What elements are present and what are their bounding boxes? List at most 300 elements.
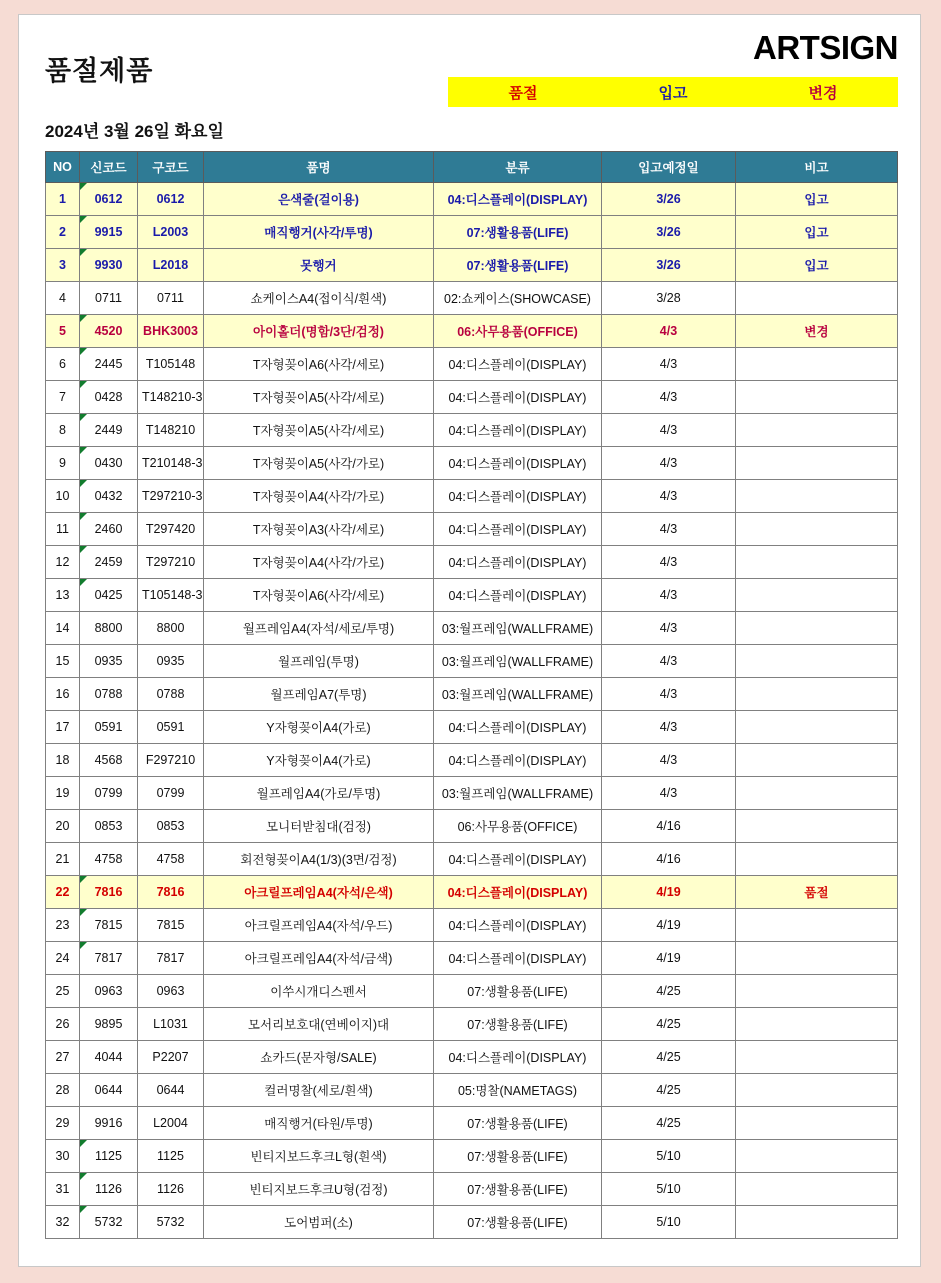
- cell-no: 29: [46, 1107, 80, 1140]
- cell-no: 32: [46, 1206, 80, 1239]
- cell-note: [736, 282, 898, 315]
- cell-product-name: T자형꽂이A4(사각/가로): [204, 546, 434, 579]
- cell-new-code: [80, 447, 138, 480]
- cell-old-code: F297210: [138, 744, 204, 777]
- table-row: [46, 249, 898, 282]
- cell-no: 5: [46, 315, 80, 348]
- cell-old-code: T105148: [138, 348, 204, 381]
- cell-eta: 5/10: [602, 1206, 736, 1239]
- table-row: [46, 612, 898, 645]
- cell-note: [736, 447, 898, 480]
- column-header-new-code: 신코드: [80, 152, 138, 183]
- cell-note: [736, 1008, 898, 1041]
- cell-note: [736, 1206, 898, 1239]
- cell-note: [736, 810, 898, 843]
- cell-marker-icon: [80, 381, 87, 388]
- cell-product-name: T자형꽂이A5(사각/가로): [204, 447, 434, 480]
- cell-category: 04:디스플레이(DISPLAY): [434, 876, 602, 909]
- cell-eta: 4/16: [602, 810, 736, 843]
- cell-eta: 3/28: [602, 282, 736, 315]
- cell-category: 03:월프레임(WALLFRAME): [434, 777, 602, 810]
- cell-new-code: [80, 480, 138, 513]
- cell-marker-icon: [80, 249, 87, 256]
- cell-new-code-text: 9930: [94, 258, 123, 272]
- cell-eta: 4/25: [602, 975, 736, 1008]
- cell-new-code: 0963: [80, 975, 138, 1008]
- table-row: [46, 546, 898, 579]
- cell-category: 04:디스플레이(DISPLAY): [434, 546, 602, 579]
- cell-old-code: 5732: [138, 1206, 204, 1239]
- table-row: [46, 414, 898, 447]
- cell-note: [736, 843, 898, 876]
- cell-old-code: T148210-3: [138, 381, 204, 414]
- cell-new-code: [80, 249, 138, 282]
- cell-old-code: T210148-3: [138, 447, 204, 480]
- cell-new-code-text: 2449: [94, 423, 123, 437]
- cell-old-code: 7817: [138, 942, 204, 975]
- cell-no: 16: [46, 678, 80, 711]
- cell-note: 입고: [736, 249, 898, 282]
- cell-eta: 4/3: [602, 513, 736, 546]
- cell-no: 3: [46, 249, 80, 282]
- table-row: [46, 1206, 898, 1239]
- cell-eta: 4/3: [602, 678, 736, 711]
- cell-category: 07:생활용품(LIFE): [434, 1008, 602, 1041]
- cell-old-code: 0935: [138, 645, 204, 678]
- cell-category: 04:디스플레이(DISPLAY): [434, 183, 602, 216]
- cell-category: 04:디스플레이(DISPLAY): [434, 942, 602, 975]
- cell-old-code: T105148-3: [138, 579, 204, 612]
- cell-note: 변경: [736, 315, 898, 348]
- cell-category: 03:월프레임(WALLFRAME): [434, 612, 602, 645]
- table-row: [46, 1140, 898, 1173]
- cell-marker-icon: [80, 315, 87, 322]
- legend-item-changed: 변경: [808, 84, 838, 102]
- cell-old-code: 4758: [138, 843, 204, 876]
- cell-marker-icon: [80, 216, 87, 223]
- cell-product-name: 못행거: [204, 249, 434, 282]
- cell-new-code-text: 0432: [94, 489, 123, 503]
- table-row: [46, 678, 898, 711]
- cell-old-code: 0591: [138, 711, 204, 744]
- cell-no: 2: [46, 216, 80, 249]
- cell-no: 8: [46, 414, 80, 447]
- cell-new-code-text: 0428: [94, 390, 123, 404]
- cell-category: 07:생활용품(LIFE): [434, 1206, 602, 1239]
- cell-note: [736, 909, 898, 942]
- cell-eta: 4/3: [602, 447, 736, 480]
- cell-new-code: 8800: [80, 612, 138, 645]
- cell-marker-icon: [80, 1173, 87, 1180]
- cell-eta: 4/3: [602, 315, 736, 348]
- cell-new-code-text: 7816: [94, 885, 123, 899]
- cell-new-code: 0711: [80, 282, 138, 315]
- cell-eta: 4/3: [602, 381, 736, 414]
- cell-product-name: 아크릴프레임A4(자석/우드): [204, 909, 434, 942]
- cell-no: 15: [46, 645, 80, 678]
- cell-old-code: 0711: [138, 282, 204, 315]
- table-row: [46, 942, 898, 975]
- table-row: [46, 348, 898, 381]
- cell-old-code: 1126: [138, 1173, 204, 1206]
- cell-old-code: BHK3003: [138, 315, 204, 348]
- cell-no: 14: [46, 612, 80, 645]
- cell-no: 10: [46, 480, 80, 513]
- cell-eta: 4/3: [602, 645, 736, 678]
- cell-old-code: 0788: [138, 678, 204, 711]
- cell-new-code: [80, 1140, 138, 1173]
- cell-no: 28: [46, 1074, 80, 1107]
- cell-category: 04:디스플레이(DISPLAY): [434, 480, 602, 513]
- cell-note: [736, 1074, 898, 1107]
- cell-note: [736, 1140, 898, 1173]
- cell-note: 입고: [736, 216, 898, 249]
- table-row: [46, 315, 898, 348]
- table-row: [46, 1074, 898, 1107]
- cell-marker-icon: [80, 579, 87, 586]
- table-row: [46, 1173, 898, 1206]
- cell-new-code: 9916: [80, 1107, 138, 1140]
- cell-no: 12: [46, 546, 80, 579]
- cell-old-code: 1125: [138, 1140, 204, 1173]
- cell-product-name: 회전형꽂이A4(1/3)(3면/검정): [204, 843, 434, 876]
- cell-eta: 4/19: [602, 909, 736, 942]
- cell-no: 31: [46, 1173, 80, 1206]
- cell-eta: 4/3: [602, 777, 736, 810]
- cell-marker-icon: [80, 513, 87, 520]
- cell-product-name: 아이홀더(명함/3단/검정): [204, 315, 434, 348]
- cell-product-name: 빈티지보드후크L형(흰색): [204, 1140, 434, 1173]
- table-row: [46, 843, 898, 876]
- table-row: [46, 1107, 898, 1140]
- cell-marker-icon: [80, 480, 87, 487]
- cell-eta: 4/3: [602, 612, 736, 645]
- cell-old-code: T297210-3: [138, 480, 204, 513]
- cell-category: 07:생활용품(LIFE): [434, 1140, 602, 1173]
- cell-note: [736, 1041, 898, 1074]
- table-row: [46, 579, 898, 612]
- document-header: [19, 15, 920, 141]
- cell-product-name: 아크릴프레임A4(자석/금색): [204, 942, 434, 975]
- cell-product-name: 도어범퍼(소): [204, 1206, 434, 1239]
- cell-new-code: 9895: [80, 1008, 138, 1041]
- table-row: [46, 777, 898, 810]
- cell-new-code-text: 0430: [94, 456, 123, 470]
- cell-new-code-text: 4520: [94, 324, 123, 338]
- table-row: [46, 282, 898, 315]
- legend-item-soldout: 품절: [508, 84, 538, 102]
- cell-marker-icon: [80, 348, 87, 355]
- cell-marker-icon: [80, 876, 87, 883]
- cell-no: 25: [46, 975, 80, 1008]
- legend-item-instock: 입고: [658, 84, 688, 102]
- cell-note: [736, 975, 898, 1008]
- cell-product-name: 쇼카드(문자형/SALE): [204, 1041, 434, 1074]
- cell-category: 04:디스플레이(DISPLAY): [434, 711, 602, 744]
- cell-new-code: 0853: [80, 810, 138, 843]
- cell-new-code-text: 1125: [95, 1149, 122, 1163]
- cell-product-name: T자형꽂이A5(사각/세로): [204, 381, 434, 414]
- cell-category: 05:명찰(NAMETAGS): [434, 1074, 602, 1107]
- cell-no: 6: [46, 348, 80, 381]
- table-row: [46, 909, 898, 942]
- cell-product-name: 쇼케이스A4(접이식/흰색): [204, 282, 434, 315]
- cell-old-code: L2003: [138, 216, 204, 249]
- cell-new-code: 0935: [80, 645, 138, 678]
- table-row: [46, 744, 898, 777]
- column-header-old-code: 구코드: [138, 152, 204, 183]
- cell-category: 06:사무용품(OFFICE): [434, 315, 602, 348]
- cell-no: 11: [46, 513, 80, 546]
- table-row: [46, 513, 898, 546]
- cell-product-name: T자형꽂이A3(사각/세로): [204, 513, 434, 546]
- table-row: [46, 480, 898, 513]
- cell-category: 04:디스플레이(DISPLAY): [434, 447, 602, 480]
- cell-note: [736, 546, 898, 579]
- cell-note: [736, 942, 898, 975]
- cell-no: 13: [46, 579, 80, 612]
- cell-marker-icon: [80, 942, 87, 949]
- cell-marker-icon: [80, 183, 87, 190]
- cell-product-name: 빈티지보드후크U형(검정): [204, 1173, 434, 1206]
- cell-category: 04:디스플레이(DISPLAY): [434, 414, 602, 447]
- status-legend: [448, 77, 898, 107]
- cell-eta: 3/26: [602, 183, 736, 216]
- cell-no: 23: [46, 909, 80, 942]
- cell-eta: 3/26: [602, 249, 736, 282]
- cell-old-code: L2004: [138, 1107, 204, 1140]
- cell-no: 1: [46, 183, 80, 216]
- cell-product-name: T자형꽂이A6(사각/세로): [204, 579, 434, 612]
- column-header-category: 분류: [434, 152, 602, 183]
- cell-new-code-text: 7815: [94, 918, 123, 932]
- cell-eta: 4/3: [602, 579, 736, 612]
- cell-new-code: [80, 579, 138, 612]
- cell-category: 07:생활용품(LIFE): [434, 249, 602, 282]
- cell-eta: 4/25: [602, 1107, 736, 1140]
- cell-new-code-text: 7817: [94, 951, 123, 965]
- column-header-note: 비고: [736, 152, 898, 183]
- cell-category: 07:생활용품(LIFE): [434, 216, 602, 249]
- table-row: [46, 183, 898, 216]
- cell-old-code: L2018: [138, 249, 204, 282]
- cell-old-code: 0612: [138, 183, 204, 216]
- cell-category: 04:디스플레이(DISPLAY): [434, 744, 602, 777]
- page-title: 품절제품: [45, 56, 154, 86]
- cell-category: 07:생활용품(LIFE): [434, 1107, 602, 1140]
- cell-new-code: [80, 1173, 138, 1206]
- cell-marker-icon: [80, 447, 87, 454]
- cell-old-code: P2207: [138, 1041, 204, 1074]
- cell-category: 04:디스플레이(DISPLAY): [434, 1041, 602, 1074]
- table-row: [46, 876, 898, 909]
- cell-old-code: T297210: [138, 546, 204, 579]
- cell-no: 4: [46, 282, 80, 315]
- cell-new-code: 0591: [80, 711, 138, 744]
- cell-new-code-text: 0425: [94, 588, 123, 602]
- cell-note: [736, 579, 898, 612]
- cell-old-code: L1031: [138, 1008, 204, 1041]
- cell-marker-icon: [80, 909, 87, 916]
- cell-eta: 4/3: [602, 348, 736, 381]
- cell-new-code-text: 2460: [94, 522, 123, 536]
- cell-no: 30: [46, 1140, 80, 1173]
- cell-product-name: 은색줄(걸이용): [204, 183, 434, 216]
- cell-new-code-text: 0612: [94, 192, 123, 206]
- cell-product-name: T자형꽂이A4(사각/가로): [204, 480, 434, 513]
- cell-product-name: 아크릴프레임A4(자석/은색): [204, 876, 434, 909]
- cell-eta: 4/16: [602, 843, 736, 876]
- cell-marker-icon: [80, 414, 87, 421]
- cell-category: 03:월프레임(WALLFRAME): [434, 645, 602, 678]
- cell-product-name: 컬러명찰(세로/흰색): [204, 1074, 434, 1107]
- cell-no: 27: [46, 1041, 80, 1074]
- cell-old-code: 0853: [138, 810, 204, 843]
- cell-marker-icon: [80, 1140, 87, 1147]
- cell-new-code: 0644: [80, 1074, 138, 1107]
- cell-new-code: [80, 513, 138, 546]
- cell-product-name: 월프레임A4(가로/투명): [204, 777, 434, 810]
- cell-product-name: Y자형꽂이A4(가로): [204, 744, 434, 777]
- cell-note: [736, 381, 898, 414]
- cell-eta: 4/25: [602, 1041, 736, 1074]
- cell-note: [736, 645, 898, 678]
- table-row: [46, 216, 898, 249]
- cell-note: [736, 777, 898, 810]
- cell-category: 07:생활용품(LIFE): [434, 975, 602, 1008]
- cell-note: [736, 612, 898, 645]
- cell-no: 18: [46, 744, 80, 777]
- cell-category: 06:사무용품(OFFICE): [434, 810, 602, 843]
- cell-old-code: 0963: [138, 975, 204, 1008]
- cell-product-name: 월프레임A7(투명): [204, 678, 434, 711]
- cell-no: 24: [46, 942, 80, 975]
- table-row: [46, 447, 898, 480]
- cell-new-code: [80, 546, 138, 579]
- cell-note: [736, 480, 898, 513]
- column-header-product-name: 품명: [204, 152, 434, 183]
- cell-new-code: 4758: [80, 843, 138, 876]
- cell-no: 22: [46, 876, 80, 909]
- cell-no: 20: [46, 810, 80, 843]
- document-page: [18, 14, 921, 1267]
- cell-new-code-text: 9915: [94, 225, 123, 239]
- column-header-eta: 입고예정일: [602, 152, 736, 183]
- cell-new-code: [80, 348, 138, 381]
- table-row: [46, 711, 898, 744]
- cell-note: [736, 513, 898, 546]
- document-date: 2024년 3월 26일 화요일: [45, 122, 224, 141]
- cell-new-code: 4044: [80, 1041, 138, 1074]
- cell-marker-icon: [80, 546, 87, 553]
- cell-marker-icon: [80, 1206, 87, 1213]
- cell-eta: 5/10: [602, 1173, 736, 1206]
- company-logo: ARTSIGN: [753, 29, 898, 66]
- cell-old-code: 8800: [138, 612, 204, 645]
- cell-old-code: T297420: [138, 513, 204, 546]
- cell-product-name: Y자형꽂이A4(가로): [204, 711, 434, 744]
- cell-new-code-text: 2459: [94, 555, 123, 569]
- table-row: [46, 975, 898, 1008]
- cell-eta: 4/3: [602, 546, 736, 579]
- cell-new-code: [80, 909, 138, 942]
- cell-note: 품절: [736, 876, 898, 909]
- cell-no: 19: [46, 777, 80, 810]
- cell-eta: 4/3: [602, 414, 736, 447]
- cell-new-code-text: 2445: [94, 357, 123, 371]
- cell-product-name: 이쑤시개디스펜서: [204, 975, 434, 1008]
- table-row: [46, 645, 898, 678]
- cell-new-code: [80, 381, 138, 414]
- cell-category: 07:생활용품(LIFE): [434, 1173, 602, 1206]
- cell-product-name: 모서리보호대(연베이지)대: [204, 1008, 434, 1041]
- table-row: [46, 381, 898, 414]
- cell-new-code-text: 1126: [95, 1182, 122, 1196]
- cell-product-name: 매직행거(사각/투명): [204, 216, 434, 249]
- cell-eta: 4/25: [602, 1008, 736, 1041]
- cell-eta: 4/25: [602, 1074, 736, 1107]
- cell-category: 04:디스플레이(DISPLAY): [434, 513, 602, 546]
- cell-note: [736, 414, 898, 447]
- cell-category: 02:쇼케이스(SHOWCASE): [434, 282, 602, 315]
- cell-new-code: [80, 216, 138, 249]
- cell-new-code: 4568: [80, 744, 138, 777]
- table-row: [46, 1008, 898, 1041]
- cell-eta: 4/3: [602, 711, 736, 744]
- cell-note: [736, 1107, 898, 1140]
- cell-no: 9: [46, 447, 80, 480]
- cell-new-code: [80, 876, 138, 909]
- table-row: [46, 1041, 898, 1074]
- cell-product-name: T자형꽂이A5(사각/세로): [204, 414, 434, 447]
- cell-product-name: 매직행거(타원/투명): [204, 1107, 434, 1140]
- cell-category: 04:디스플레이(DISPLAY): [434, 381, 602, 414]
- cell-product-name: 월프레임(투명): [204, 645, 434, 678]
- cell-no: 21: [46, 843, 80, 876]
- cell-new-code: [80, 183, 138, 216]
- cell-note: [736, 711, 898, 744]
- cell-category: 04:디스플레이(DISPLAY): [434, 843, 602, 876]
- cell-new-code: 0799: [80, 777, 138, 810]
- cell-eta: 5/10: [602, 1140, 736, 1173]
- cell-category: 04:디스플레이(DISPLAY): [434, 348, 602, 381]
- cell-no: 17: [46, 711, 80, 744]
- cell-old-code: 7815: [138, 909, 204, 942]
- cell-eta: 4/19: [602, 876, 736, 909]
- cell-new-code: [80, 1206, 138, 1239]
- cell-eta: 4/3: [602, 744, 736, 777]
- cell-category: 04:디스플레이(DISPLAY): [434, 579, 602, 612]
- cell-product-name: 모니터받침대(검정): [204, 810, 434, 843]
- table-header-row: [46, 152, 898, 183]
- cell-eta: 4/19: [602, 942, 736, 975]
- column-header-no: NO: [46, 152, 80, 183]
- cell-no: 7: [46, 381, 80, 414]
- cell-eta: 3/26: [602, 216, 736, 249]
- cell-category: 04:디스플레이(DISPLAY): [434, 909, 602, 942]
- cell-note: [736, 744, 898, 777]
- cell-new-code: [80, 414, 138, 447]
- cell-note: [736, 678, 898, 711]
- cell-note: [736, 348, 898, 381]
- table-body: [46, 183, 898, 1239]
- cell-old-code: T148210: [138, 414, 204, 447]
- cell-new-code: [80, 942, 138, 975]
- table-row: [46, 810, 898, 843]
- cell-old-code: 0644: [138, 1074, 204, 1107]
- cell-product-name: 월프레임A4(자석/세로/투명): [204, 612, 434, 645]
- cell-category: 03:월프레임(WALLFRAME): [434, 678, 602, 711]
